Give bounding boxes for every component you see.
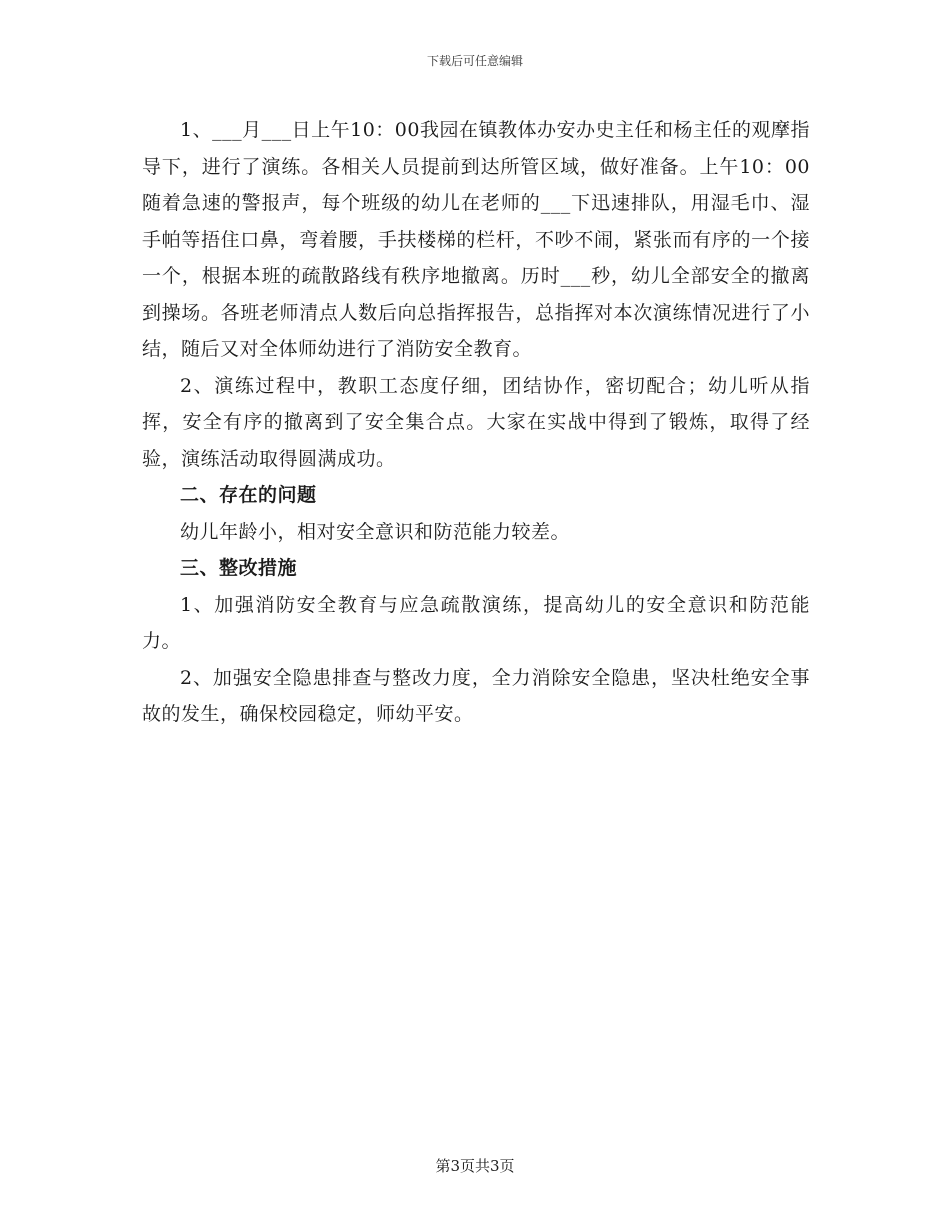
- paragraph-drill-result: 2、演练过程中，教职工态度仔细，团结协作，密切配合；幼儿听从指挥，安全有序的撤离到了安全集合点。大家在实战中得到了锻炼，取得了经验，演练活动取得圆满成功。: [142, 374, 810, 470]
- section-heading-measures: 三、整改措施: [180, 557, 298, 579]
- paragraph-drill-process: 1、___月___日上午10：00我园在镇教体办安办史主任和杨主任的观摩指导下，进行了演练。各相关人员提前到达所管区域，做好准备。上午10：00随着急速的警报声，每个班级的幼儿在老师的___下迅速排队，用湿毛巾、湿手帕等捂住口鼻，弯着腰，手扶楼梯的栏杆，不吵不闹，紧张而有序的一个接一个，根据本班的疏散路线有秩序地撤离。历时___秒，幼儿全部安全的撤离到操场。各班老师清点人数后向总指挥报告，总指挥对本次演练情况进行了小结，随后又对全体师幼进行了消防安全教育。: [142, 119, 810, 360]
- paragraph-problems: 幼儿年龄小，相对安全意识和防范能力较差。: [180, 520, 571, 543]
- page-number: 第3页共3页: [435, 1157, 515, 1175]
- paragraph-measure-2: 2、加强安全隐患排查与整改力度，全力消除安全隐患，坚决杜绝安全事故的发生，确保校园稳定，师幼平安。: [142, 666, 810, 725]
- section-heading-problems: 二、存在的问题: [180, 484, 317, 506]
- page-header: 下载后可任意编辑: [426, 54, 523, 68]
- paragraph-measure-1: 1、加强消防安全教育与应急疏散演练，提高幼儿的安全意识和防范能力。: [142, 593, 810, 652]
- document-body: [142, 112, 810, 733]
